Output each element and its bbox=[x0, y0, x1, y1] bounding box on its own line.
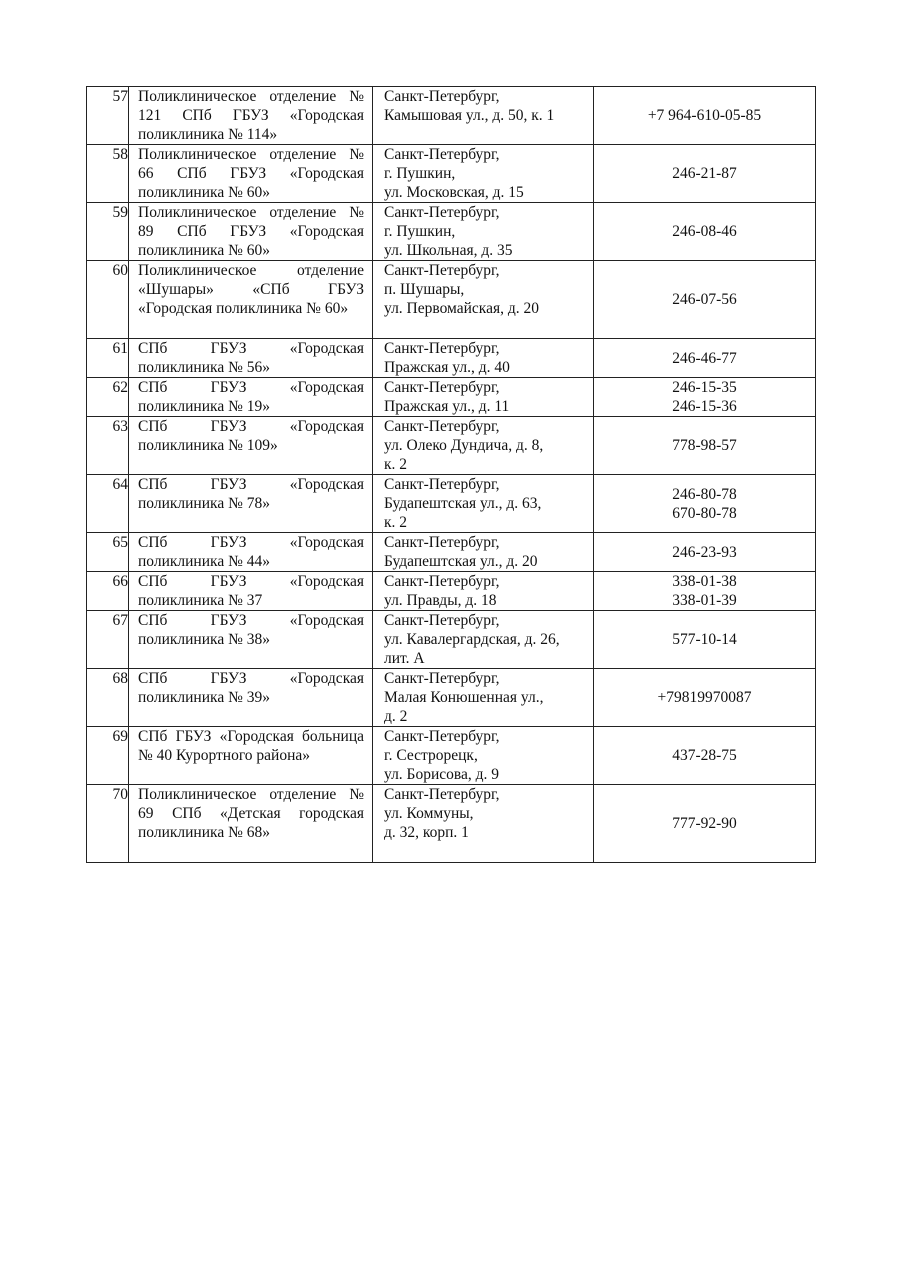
address-line: Санкт-Петербург, bbox=[384, 728, 500, 745]
address-line: Санкт-Петербург, bbox=[384, 612, 500, 629]
row-number: 64 bbox=[87, 475, 129, 533]
address-line: Санкт-Петербург, bbox=[384, 573, 500, 590]
clinic-phone bbox=[594, 378, 816, 417]
clinic-phone bbox=[594, 261, 816, 339]
clinic-phone bbox=[594, 145, 816, 203]
clinic-name: СПб ГБУЗ «Городская поликлиника № 19» bbox=[129, 378, 373, 417]
row-number: 63 bbox=[87, 417, 129, 475]
clinic-address bbox=[373, 417, 594, 475]
address-line: д. 32, корп. 1 bbox=[384, 824, 469, 841]
address-line: Санкт-Петербург, bbox=[384, 534, 500, 551]
row-number: 57 bbox=[87, 87, 129, 145]
clinic-address bbox=[373, 145, 594, 203]
address-line: г. Сестрорецк, bbox=[384, 747, 478, 764]
table-row bbox=[87, 145, 816, 203]
clinic-phone bbox=[594, 475, 816, 533]
phone-number: 246-15-36 bbox=[672, 398, 737, 415]
table-row bbox=[87, 203, 816, 261]
address-line: ул. Кавалергардская, д. 26, bbox=[384, 631, 560, 648]
clinic-name: СПб ГБУЗ «Городская поликлиника № 37 bbox=[129, 572, 373, 611]
phone-number: 246-15-35 bbox=[672, 379, 737, 396]
phone-number: 246-21-87 bbox=[672, 165, 737, 182]
row-number: 61 bbox=[87, 339, 129, 378]
clinic-address bbox=[373, 339, 594, 378]
clinic-address bbox=[373, 475, 594, 533]
address-line: Санкт-Петербург, bbox=[384, 476, 500, 493]
address-line: г. Пушкин, bbox=[384, 165, 456, 182]
clinics-table-body bbox=[87, 87, 816, 863]
table-row bbox=[87, 533, 816, 572]
address-line: к. 2 bbox=[384, 456, 408, 473]
address-line: г. Пушкин, bbox=[384, 223, 456, 240]
clinic-phone bbox=[594, 785, 816, 863]
address-line: ул. Правды, д. 18 bbox=[384, 592, 497, 609]
address-line: Санкт-Петербург, bbox=[384, 379, 500, 396]
clinic-address bbox=[373, 611, 594, 669]
address-line: п. Шушары, bbox=[384, 281, 465, 298]
table-row bbox=[87, 87, 816, 145]
row-number: 66 bbox=[87, 572, 129, 611]
clinic-address bbox=[373, 378, 594, 417]
phone-number: 338-01-38 bbox=[672, 573, 737, 590]
row-number: 70 bbox=[87, 785, 129, 863]
address-line: Малая Конюшенная ул., bbox=[384, 689, 544, 706]
address-line: Санкт-Петербург, bbox=[384, 262, 500, 279]
clinic-name: Поликлиническое отделение «Шушары» «СПб ГБУЗ «Городская поликлиника № 60» bbox=[129, 261, 373, 339]
clinic-address bbox=[373, 261, 594, 339]
address-line: Санкт-Петербург, bbox=[384, 88, 500, 105]
address-line: Санкт-Петербург, bbox=[384, 670, 500, 687]
address-line: ул. Борисова, д. 9 bbox=[384, 766, 500, 783]
phone-number: 246-80-78 bbox=[672, 485, 737, 503]
address-line: ул. Школьная, д. 35 bbox=[384, 242, 513, 259]
clinic-phone bbox=[594, 533, 816, 572]
clinic-name: Поликлиническое отделение № 69 СПб «Детская городская поликлиника № 68» bbox=[129, 785, 373, 863]
address-line: Пражская ул., д. 40 bbox=[384, 359, 510, 376]
clinic-address bbox=[373, 669, 594, 727]
table-row bbox=[87, 727, 816, 785]
phone-number: +79819970087 bbox=[657, 689, 752, 706]
address-line: лит. А bbox=[384, 650, 425, 667]
address-line: ул. Коммуны, bbox=[384, 805, 474, 822]
clinic-phone bbox=[594, 572, 816, 611]
address-line: Пражская ул., д. 11 bbox=[384, 398, 510, 415]
phone-number: 246-46-77 bbox=[672, 349, 737, 367]
row-number: 69 bbox=[87, 727, 129, 785]
address-line: ул. Московская, д. 15 bbox=[384, 184, 524, 201]
phone-number: 670-80-78 bbox=[672, 504, 737, 522]
address-line: д. 2 bbox=[384, 708, 408, 725]
row-number: 62 bbox=[87, 378, 129, 417]
table-row bbox=[87, 417, 816, 475]
table-row bbox=[87, 572, 816, 611]
clinic-phone bbox=[594, 203, 816, 261]
row-number: 68 bbox=[87, 669, 129, 727]
row-number: 65 bbox=[87, 533, 129, 572]
table-row bbox=[87, 475, 816, 533]
clinic-name: СПб ГБУЗ «Городская больница № 40 Курортного района» bbox=[129, 727, 373, 785]
address-line: Санкт-Петербург, bbox=[384, 418, 500, 435]
clinic-name: СПб ГБУЗ «Городская поликлиника № 39» bbox=[129, 669, 373, 727]
address-line: к. 2 bbox=[384, 514, 408, 531]
phone-number: 577-10-14 bbox=[672, 631, 737, 648]
phone-number: 246-23-93 bbox=[672, 543, 737, 561]
clinic-address bbox=[373, 87, 594, 145]
phone-number: +7 964-610-05-85 bbox=[647, 107, 762, 124]
address-line: Камышовая ул., д. 50, к. 1 bbox=[384, 107, 555, 124]
phone-number: 338-01-39 bbox=[672, 592, 737, 609]
clinic-phone bbox=[594, 727, 816, 785]
clinic-phone bbox=[594, 417, 816, 475]
phone-number: 778-98-57 bbox=[672, 437, 737, 454]
address-line: Санкт-Петербург, bbox=[384, 340, 500, 357]
phone-number: 437-28-75 bbox=[672, 747, 737, 764]
row-number: 60 bbox=[87, 261, 129, 339]
address-line: Санкт-Петербург, bbox=[384, 204, 500, 221]
clinic-name: СПб ГБУЗ «Городская поликлиника № 38» bbox=[129, 611, 373, 669]
row-number: 59 bbox=[87, 203, 129, 261]
clinic-address bbox=[373, 785, 594, 863]
row-number: 58 bbox=[87, 145, 129, 203]
address-line: ул. Первомайская, д. 20 bbox=[384, 300, 539, 317]
clinic-name: Поликлиническое отделение № 121 СПб ГБУЗ «Городская поликлиника № 114» bbox=[129, 87, 373, 145]
clinic-address bbox=[373, 203, 594, 261]
table-row bbox=[87, 261, 816, 339]
clinic-phone bbox=[594, 339, 816, 378]
clinic-phone bbox=[594, 87, 816, 145]
clinic-name: СПб ГБУЗ «Городская поликлиника № 109» bbox=[129, 417, 373, 475]
table-row bbox=[87, 378, 816, 417]
clinic-phone bbox=[594, 611, 816, 669]
clinic-name: Поликлиническое отделение № 66 СПб ГБУЗ «Городская поликлиника № 60» bbox=[129, 145, 373, 203]
address-line: Санкт-Петербург, bbox=[384, 786, 500, 803]
clinic-name: СПб ГБУЗ «Городская поликлиника № 44» bbox=[129, 533, 373, 572]
address-line: ул. Олеко Дундича, д. 8, bbox=[384, 437, 544, 454]
address-line: Санкт-Петербург, bbox=[384, 146, 500, 163]
phone-number: 777-92-90 bbox=[672, 815, 737, 832]
table-row bbox=[87, 339, 816, 378]
clinics-table bbox=[86, 86, 816, 863]
row-number: 67 bbox=[87, 611, 129, 669]
clinic-name: СПб ГБУЗ «Городская поликлиника № 78» bbox=[129, 475, 373, 533]
table-row bbox=[87, 669, 816, 727]
address-line: Будапештская ул., д. 20 bbox=[384, 553, 538, 570]
phone-number: 246-07-56 bbox=[672, 291, 737, 308]
clinic-address bbox=[373, 572, 594, 611]
table-row bbox=[87, 785, 816, 863]
clinic-phone bbox=[594, 669, 816, 727]
clinic-address bbox=[373, 727, 594, 785]
clinic-name: СПб ГБУЗ «Городская поликлиника № 56» bbox=[129, 339, 373, 378]
phone-number: 246-08-46 bbox=[672, 223, 737, 240]
table-row bbox=[87, 611, 816, 669]
clinic-address bbox=[373, 533, 594, 572]
clinic-name: Поликлиническое отделение № 89 СПб ГБУЗ «Городская поликлиника № 60» bbox=[129, 203, 373, 261]
address-line: Будапештская ул., д. 63, bbox=[384, 495, 542, 512]
